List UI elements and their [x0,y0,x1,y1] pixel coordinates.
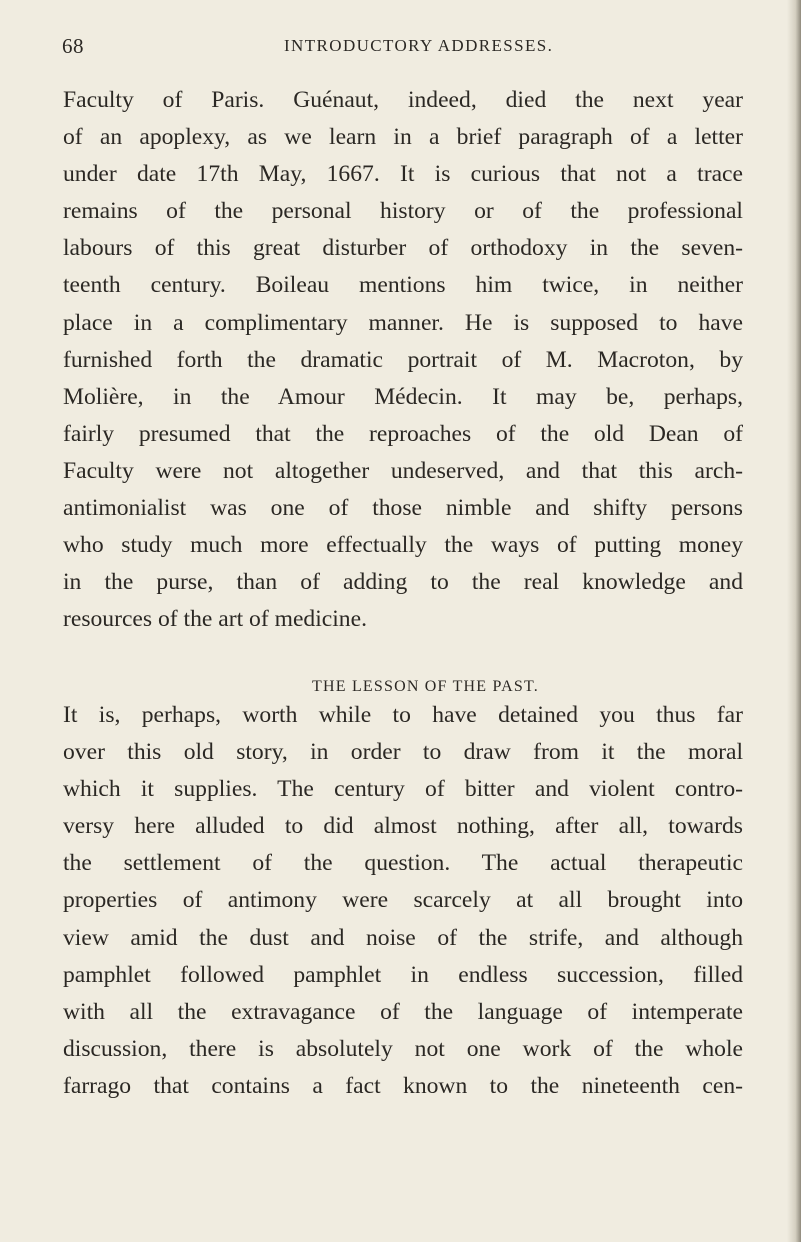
text-line: which it supplies. The century of bitter and violent contro- [63,776,743,803]
text-line: properties of antimony were scarcely at all brought into [63,887,743,914]
text-line: resources of the art of medicine. [63,606,367,633]
running-title: INTRODUCTORY ADDRESSES. [284,36,554,55]
text-line: who study much more effectually the ways of putting money [63,532,743,559]
page-edge-shadow [787,0,801,1242]
text-line: under date 17th May, 1667. It is curious that not a trace [63,161,743,188]
text-line: of an apoplexy, as we learn in a brief paragraph of a letter [63,124,743,151]
text-line: fairly presumed that the reproaches of the old Dean of [63,420,743,447]
text-line: Faculty of Paris. Guénaut, indeed, died the next year [63,87,743,113]
running-head [62,34,742,60]
text-line: the settlement of the question. The actual therapeutic [63,850,743,877]
text-line: place in a complimentary manner. He is supposed to have [63,309,743,336]
page-number: 68 [62,34,84,58]
text-line: teenth century. Boileau mentions him twice, in neither [63,272,743,299]
text-line: Molière, in the Amour Médecin. It may be, perhaps, [63,383,743,410]
text-line: view amid the dust and noise of the strife, and although [63,924,743,951]
text-line: pamphlet followed pamphlet in endless succession, filled [63,961,743,988]
text-line: antimonialist was one of those nimble and shifty persons [63,495,743,522]
section-heading [0,678,801,696]
paragraph-2 [63,697,743,1105]
text-line: with all the extravagance of the language of intemperate [63,998,743,1025]
text-line: remains of the personal history or of the professional [63,198,743,225]
text-line: furnished forth the dramatic portrait of M. Macroton, by [63,346,743,373]
section-heading-text: THE LESSON OF THE PAST. [312,678,539,695]
text-line: versy here alluded to did almost nothing, after all, towards [63,813,743,840]
text-line: It is, perhaps, worth while to have detained you thus far [63,702,743,728]
text-line: labours of this great disturber of orthodoxy in the seven- [63,235,743,262]
text-line: Faculty were not altogether undeserved, and that this arch- [63,457,743,484]
text-line: farrago that contains a fact known to the nineteenth cen- [63,1072,743,1099]
text-line: in the purse, than of adding to the real knowledge and [63,569,743,596]
text-line: over this old story, in order to draw from it the moral [63,739,743,766]
text-line: discussion, there is absolutely not one work of the whole [63,1035,743,1062]
paragraph-1 [63,82,743,638]
